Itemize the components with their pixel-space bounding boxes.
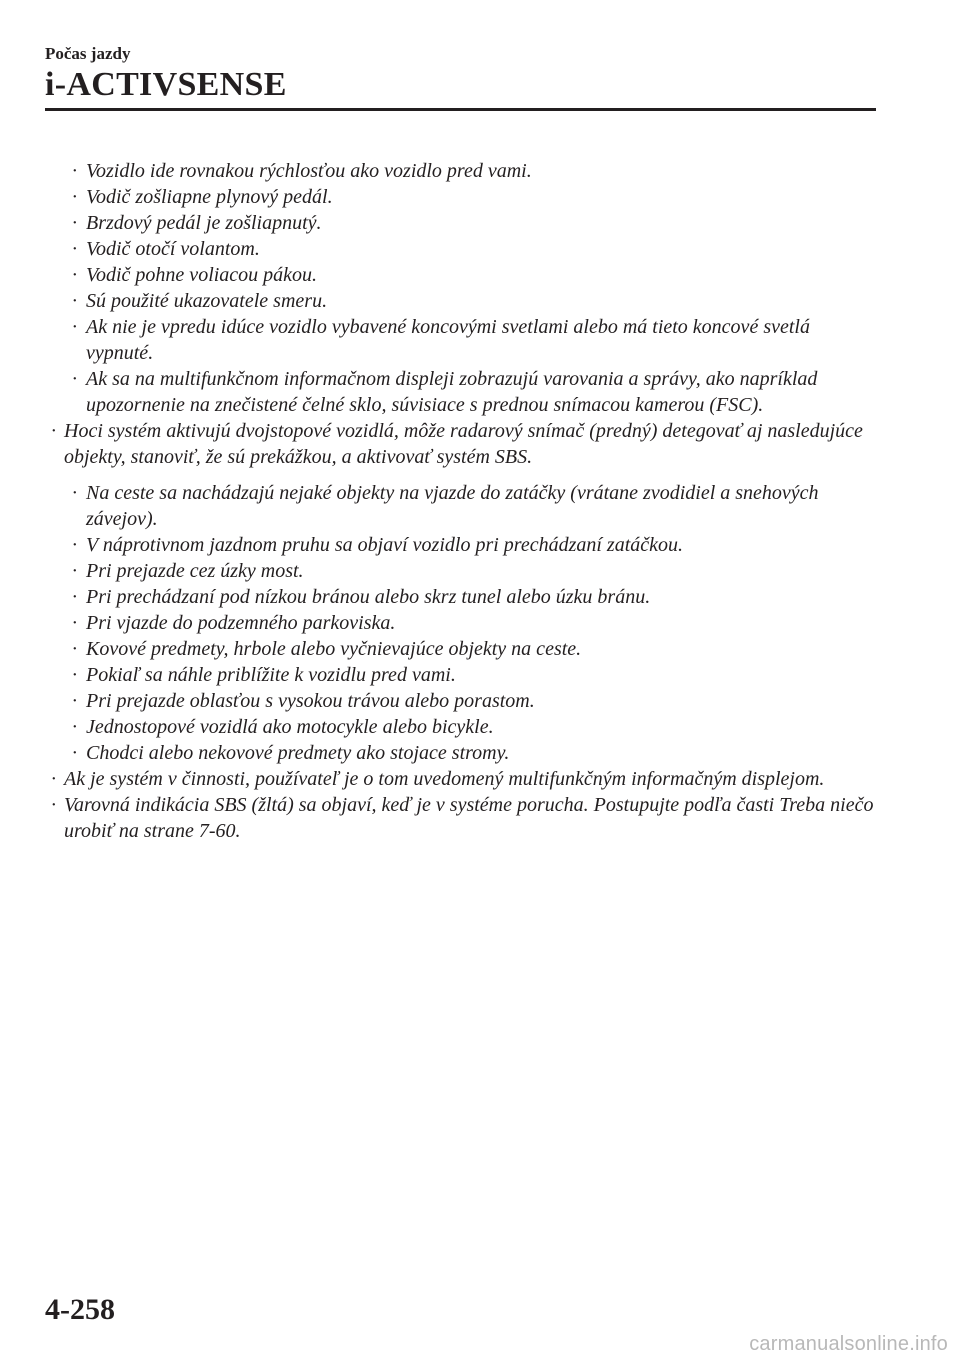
list-item	[45, 236, 875, 262]
list-item	[45, 740, 875, 766]
bullet: ·	[51, 420, 56, 442]
list-item-text: Kovové predmety, hrbole alebo vyčnievajúce objekty na ceste.	[86, 638, 582, 660]
list-item	[45, 314, 875, 366]
list-item-text: Pokiaľ sa náhle priblížite k vozidlu pred vami.	[86, 664, 456, 686]
page-title: i-ACTIVSENSE	[45, 66, 287, 103]
bullet: ·	[72, 186, 77, 208]
paragraph-text: Hoci systém aktivujú dvojstopové vozidlá, môže radarový snímač (predný) detegovať aj nasledujúce objekty, stanoviť, že sú prekážkou, a aktivovať systém SBS.	[64, 420, 863, 468]
spacer	[45, 470, 875, 480]
list-item-text: Pri prechádzaní pod nízkou bránou alebo skrz tunel alebo úzku bránu.	[86, 586, 651, 608]
content-body	[45, 158, 875, 844]
bullet: ·	[72, 586, 77, 608]
bullet: ·	[72, 638, 77, 660]
bullet: ·	[51, 794, 56, 816]
paragraph-text: Varovná indikácia SBS (žltá) sa objaví, keď je v systéme porucha. Postupujte podľa časti Treba niečo urobiť na strane 7-60.	[64, 794, 874, 842]
list-item	[45, 532, 875, 558]
list-item-text: Vozidlo ide rovnakou rýchlosťou ako vozidlo pred vami.	[86, 160, 532, 182]
paragraph-warning	[45, 792, 875, 844]
page-header	[45, 44, 876, 111]
bullet: ·	[72, 316, 77, 338]
list-item-text: Sú použité ukazovatele smeru.	[86, 290, 328, 312]
list-item-text: Vodič pohne voliacou pákou.	[86, 264, 318, 286]
list-item-text: Vodič zošliapne plynový pedál.	[86, 186, 333, 208]
bullet: ·	[72, 160, 77, 182]
list-item-text: Brzdový pedál je zošliapnutý.	[86, 212, 322, 234]
bullet: ·	[72, 482, 77, 504]
bullet: ·	[72, 690, 77, 712]
paragraph-notification	[45, 766, 875, 792]
list-item	[45, 714, 875, 740]
list-item	[45, 662, 875, 688]
watermark: carmanualsonline.info	[749, 1333, 948, 1355]
paragraph-detection	[45, 418, 875, 470]
list-item	[45, 636, 875, 662]
header-rule	[45, 108, 876, 111]
bullet: ·	[72, 290, 77, 312]
list-item-text: Jednostopové vozidlá ako motocykle alebo bicykle.	[86, 716, 494, 738]
list-item	[45, 288, 875, 314]
list-item-text: Chodci alebo nekovové predmety ako stojace stromy.	[86, 742, 510, 764]
bullet: ·	[72, 664, 77, 686]
list-item	[45, 558, 875, 584]
bullet: ·	[72, 238, 77, 260]
list-item	[45, 688, 875, 714]
list-item-text: Na ceste sa nachádzajú nejaké objekty na vjazde do zatáčky (vrátane zvodidiel a snehových závejov).	[86, 482, 819, 530]
bullet: ·	[72, 264, 77, 286]
bullet: ·	[72, 212, 77, 234]
list-item	[45, 158, 875, 184]
list-item	[45, 610, 875, 636]
list-item	[45, 262, 875, 288]
bullet: ·	[72, 534, 77, 556]
list-item-text: Vodič otočí volantom.	[86, 238, 260, 260]
section-label: Počas jazdy	[45, 44, 131, 63]
list-item	[45, 584, 875, 610]
bullet: ·	[51, 768, 56, 790]
list-item	[45, 366, 875, 418]
list-item-text: Pri vjazde do podzemného parkoviska.	[86, 612, 396, 634]
bullet: ·	[72, 560, 77, 582]
list-item-text: Pri prejazde cez úzky most.	[86, 560, 304, 582]
list-item-text: V náprotivnom jazdnom pruhu sa objaví vozidlo pri prechádzaní zatáčkou.	[86, 534, 684, 556]
bullet: ·	[72, 368, 77, 390]
list-item-text: Ak nie je vpredu idúce vozidlo vybavené koncovými svetlami alebo má tieto koncové svetlá vypnuté.	[86, 316, 810, 364]
bullet: ·	[72, 742, 77, 764]
list-item-text: Ak sa na multifunkčnom informačnom displeji zobrazujú varovania a správy, ako napríklad upozornenie na znečistené čelné sklo, súvisiace s prednou snímacou kamerou (FSC).	[86, 368, 818, 416]
list-item-text: Pri prejazde oblasťou s vysokou trávou alebo porastom.	[86, 690, 535, 712]
list-item	[45, 184, 875, 210]
paragraph-text: Ak je systém v činnosti, používateľ je o tom uvedomený multifunkčným informačným displejom.	[64, 768, 825, 790]
bullet: ·	[72, 612, 77, 634]
page-number: 4-258	[45, 1293, 115, 1326]
list-item	[45, 480, 875, 532]
list-item	[45, 210, 875, 236]
bullet: ·	[72, 716, 77, 738]
